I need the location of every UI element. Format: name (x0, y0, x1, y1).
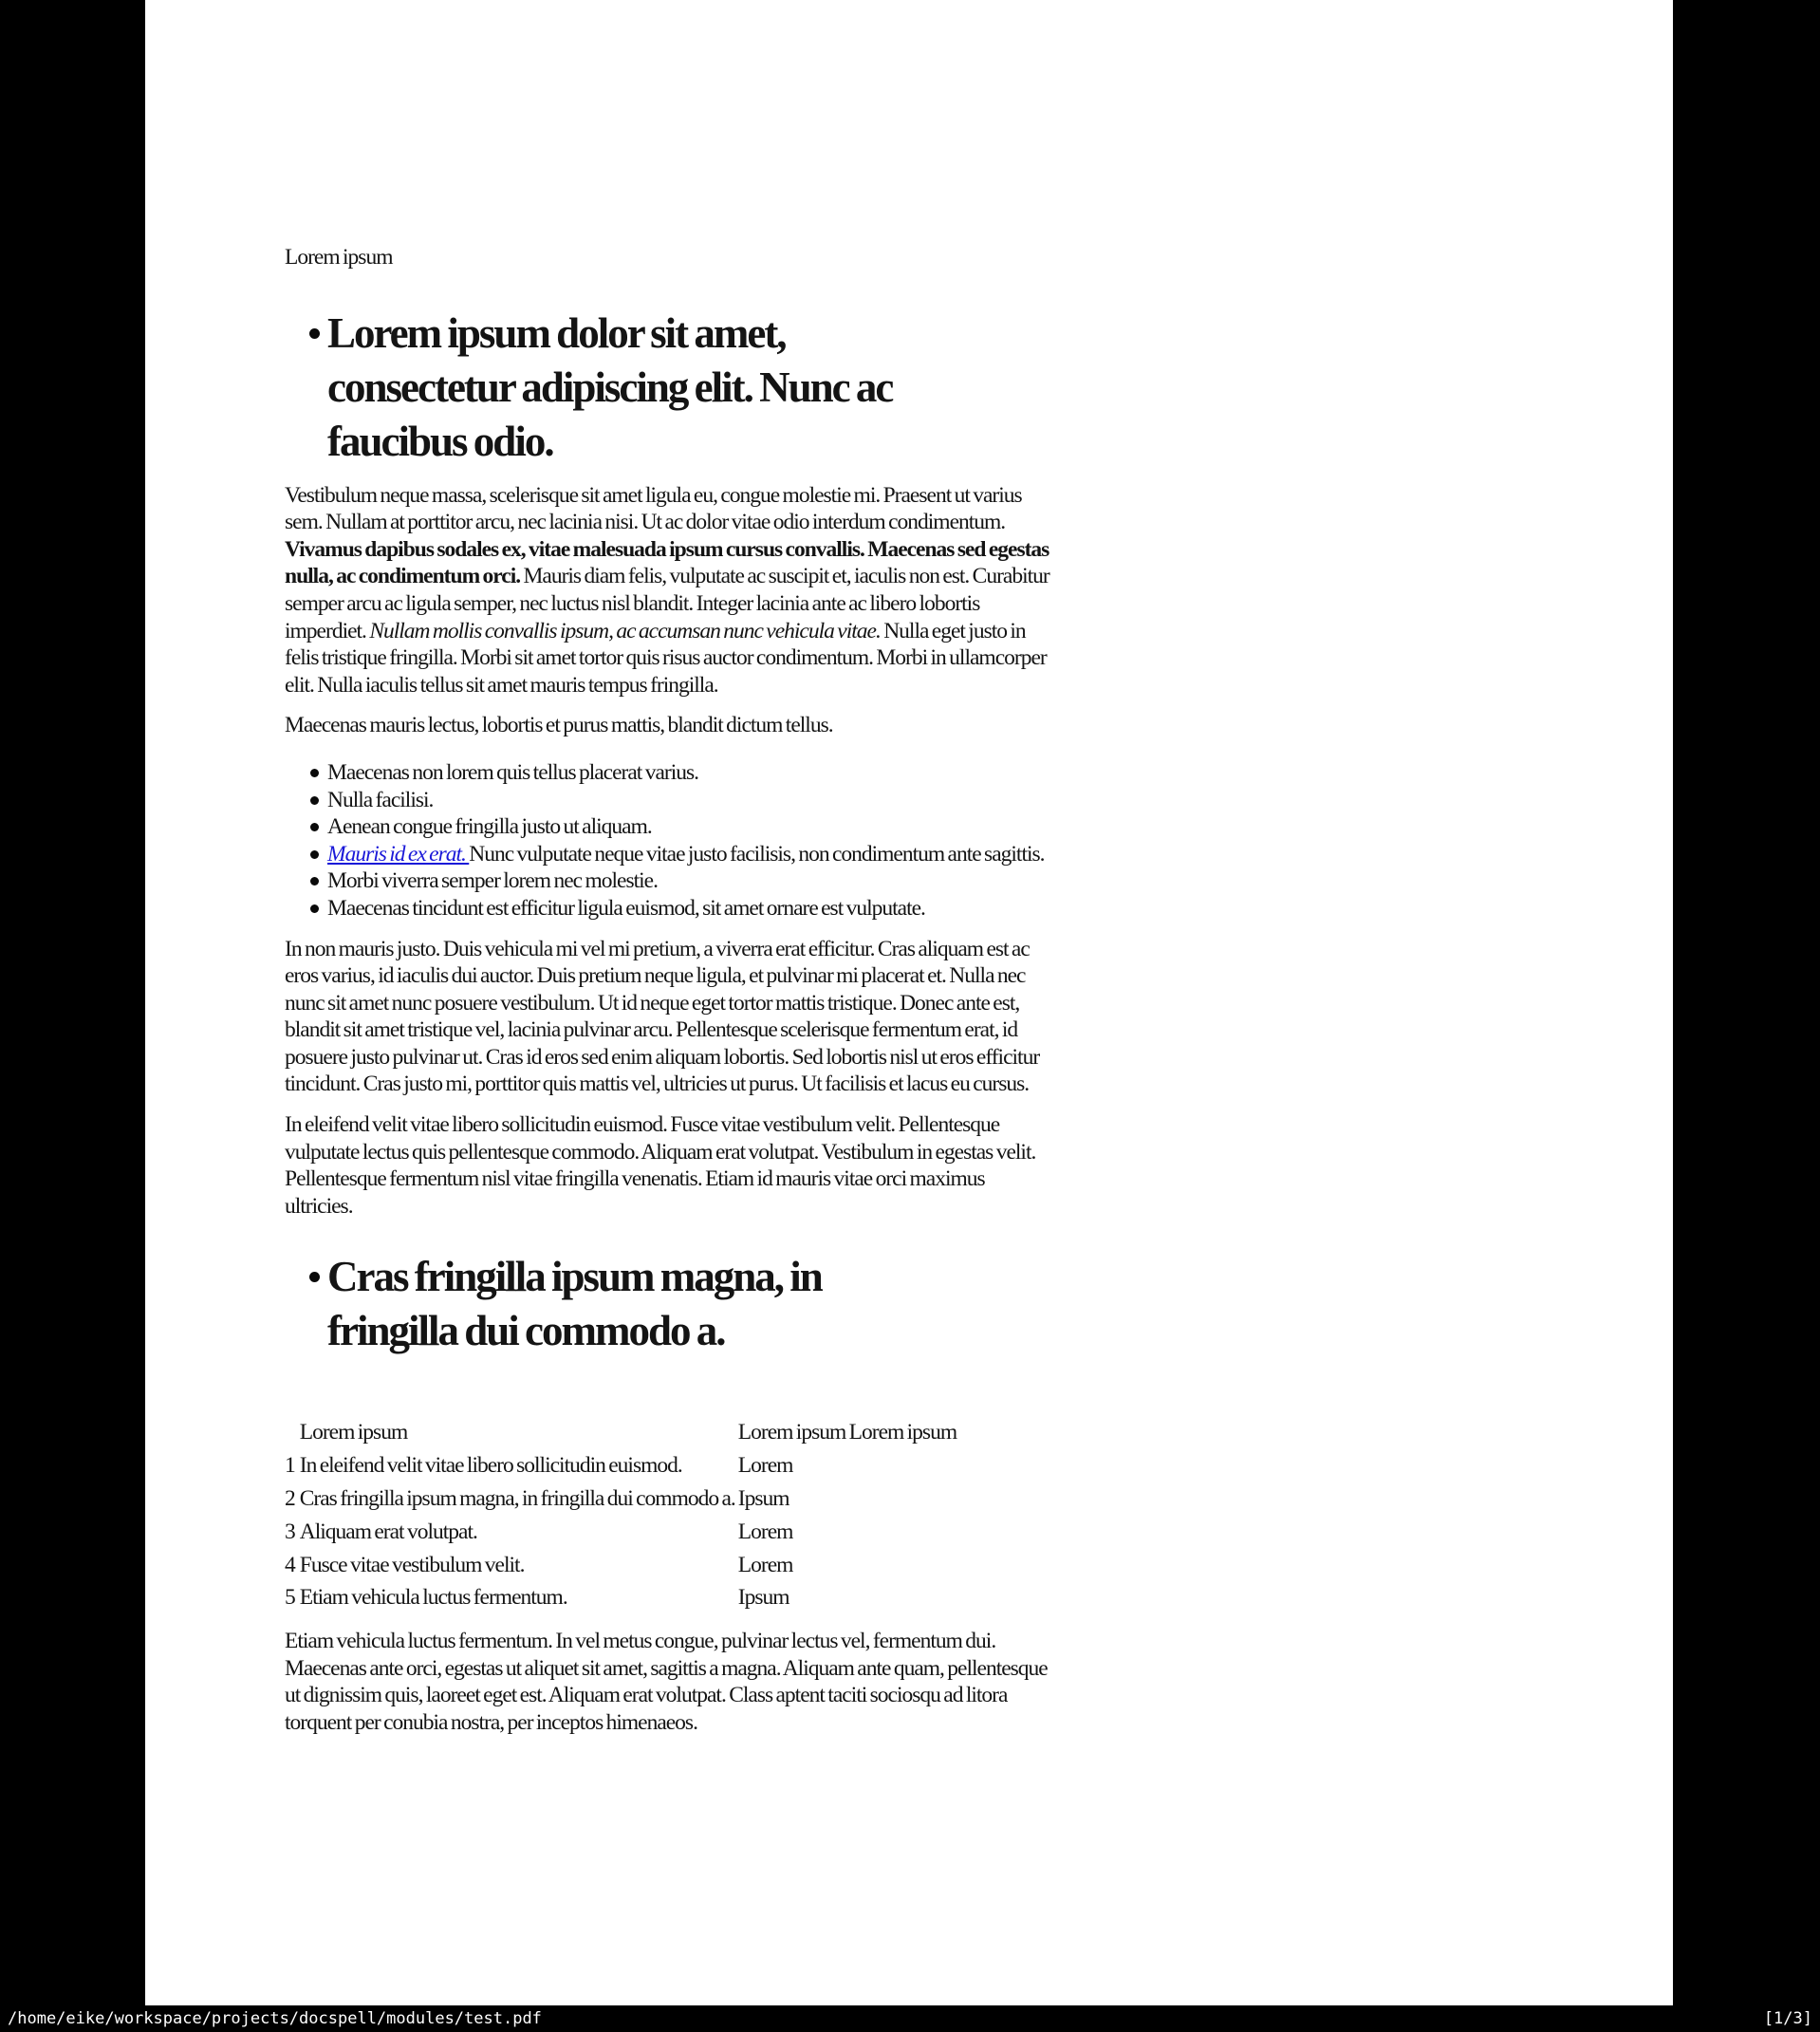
row-number: 3 (285, 1519, 295, 1544)
bullet-icon (310, 769, 319, 777)
mauris-link[interactable]: Mauris id ex erat. (327, 841, 470, 867)
table-header-description: Lorem ipsum (299, 1419, 408, 1445)
list-item-text: Maecenas non lorem quis tellus placerat varius. (327, 759, 699, 785)
table-header-value: Lorem ipsum Lorem ipsum (737, 1419, 957, 1445)
paragraph-1-text: Mauris diam felis, vulputate ac suscipit et, iaculis non est. Curabitur semper arcu ac ligula semper, nec luctus nisl blandit. Integer lacinia ante ac libero lobortis imperdiet. (285, 564, 1049, 643)
paragraph-1-bold: Vivamus dapibus sodales ex, vitae malesuada ipsum cursus convallis. Maecenas sed egestas nulla, ac condimentum orci. (285, 536, 1049, 589)
list-item (285, 787, 1049, 814)
heading-2-line: fringilla dui commodo a. (327, 1307, 725, 1355)
list-item (285, 867, 1049, 895)
heading-1-line: Lorem ipsum dolor sit amet, (327, 308, 786, 357)
list-item-text: Aenean congue fringilla justo ut aliquam. (327, 814, 652, 840)
list-item (285, 759, 1049, 787)
bullet-icon (309, 1272, 320, 1282)
statusbar-file-path: /home/eike/workspace/projects/docspell/modules/test.pdf (8, 2009, 542, 2028)
row-number: 1 (285, 1452, 295, 1478)
list-item (285, 895, 1049, 923)
row-description: Etiam vehicula luctus fermentum. (299, 1585, 567, 1611)
row-number: 2 (285, 1485, 295, 1511)
table-header-row (285, 1415, 956, 1448)
table-row (285, 1515, 956, 1548)
list-item-text: Nulla facilisi. (327, 787, 434, 812)
row-description: In eleifend velit vitae libero sollicitudin euismod. (299, 1452, 682, 1478)
bullet-icon (310, 823, 319, 831)
paragraph-4: In eleifend velit vitae libero sollicitudin euismod. Fusce vitae vestibulum velit. Pellentesque vulputate lectus quis pellentesque commodo. Aliquam erat volutpat. Vestibulum in egestas velit. Pellentesque fermentum nisl vitae fringilla venenatis. Etiam id mauris vitae orci maximus ultricies. (285, 1112, 1036, 1219)
row-value: Lorem (737, 1452, 793, 1478)
row-value: Ipsum (737, 1485, 789, 1511)
table-header-num (285, 1415, 300, 1448)
statusbar-page-indicator: [1/3] (1763, 2009, 1812, 2028)
paragraph-1-text: Nulla eget justo in felis tristique fringilla. Morbi sit amet tortor quis risus auctor condimentum. Morbi in ullamcorper elit. Nulla iaculis tellus sit amet mauris tempus fringilla. (285, 618, 1047, 698)
bullet-icon (310, 796, 319, 805)
table-row (285, 1482, 956, 1515)
paragraph-2: Maecenas mauris lectus, lobortis et purus mattis, blandit dictum tellus. (285, 713, 833, 738)
row-value: Lorem (737, 1519, 793, 1544)
bullet-list (285, 759, 1049, 923)
list-item-text: Maecenas tincidunt est efficitur ligula euismod, sit amet ornare est vulputate. (327, 895, 925, 921)
paragraph-5: Etiam vehicula luctus fermentum. In vel metus congue, pulvinar lectus vel, fermentum dui. Maecenas ante orci, egestas ut aliquet sit amet, sagittis a magna. Aliquam ante quam, pellentesque ut dignissim quis, laoreet eget est. Aliquam erat volutpat. Class aptent taciti sociosqu ad litora torquent per conubia nostra, per inceptos himenaeos. (285, 1629, 1048, 1736)
paragraph-3: In non mauris justo. Duis vehicula mi vel mi pretium, a viverra erat efficitur. Cras aliquam est ac eros varius, id iaculis dui auctor. Duis pretium neque ligula, et pulvinar mi placerat et. Nulla nec nunc sit amet nunc posuere vestibulum. Ut id neque eget tortor mattis tristique. Donec ante est, blandit sit amet tristique vel, lacinia pulvinar arcu. Pellentesque scelerisque fermentum erat, id posuere justo pulvinar ut. Cras id eros sed enim aliquam lobortis. Sed lobortis nisl ut eros efficitur tincidunt. Cras justo mi, porttitor quis mattis vel, ultricies ut purus. Ut facilisis et lacus eu cursus. (285, 936, 1040, 1097)
heading-2-line: Cras fringilla ipsum magna, in (327, 1253, 822, 1301)
bullet-icon (310, 904, 319, 913)
row-number: 4 (285, 1552, 295, 1577)
heading-1-line: faucibus odio. (327, 417, 553, 465)
table-row (285, 1581, 956, 1614)
paragraph-1 (285, 482, 1049, 699)
list-item-text: Morbi viverra semper lorem nec molestie. (327, 868, 658, 894)
row-value: Ipsum (737, 1585, 789, 1611)
row-description: Cras fringilla ipsum magna, in fringilla dui commodo a. (299, 1485, 735, 1511)
heading-1-line: consectetur adipiscing elit. Nunc ac (327, 363, 893, 411)
list-item (285, 813, 1049, 841)
data-table (285, 1415, 956, 1614)
bullet-icon (310, 877, 319, 886)
list-item (285, 841, 1049, 868)
document-content (285, 244, 1049, 1737)
paragraph-1-italic: Nullam mollis convallis ipsum, ac accumsan nunc vehicula vitae. (369, 618, 881, 643)
heading-2 (285, 1250, 1049, 1358)
row-description: Aliquam erat volutpat. (299, 1519, 477, 1544)
table-row (285, 1548, 956, 1581)
bullet-icon (309, 328, 320, 339)
pdf-page (145, 0, 1673, 2005)
row-number: 5 (285, 1585, 295, 1611)
list-item-text: Nunc vulputate neque vitae justo facilisis, non condimentum ante sagittis. (469, 841, 1045, 867)
paragraph-1-text: Vestibulum neque massa, scelerisque sit amet ligula eu, congue molestie mi. Praesent ut varius sem. Nullam at porttitor arcu, nec lacinia nisi. Ut ac dolor vitae odio interdum condimentum. (285, 482, 1022, 535)
row-description: Fusce vitae vestibulum velit. (299, 1552, 525, 1577)
intro-label: Lorem ipsum (285, 245, 393, 270)
table-row (285, 1448, 956, 1482)
bullet-icon (310, 850, 319, 859)
heading-1 (285, 307, 1049, 469)
row-value: Lorem (737, 1552, 793, 1577)
statusbar (0, 2005, 1820, 2032)
